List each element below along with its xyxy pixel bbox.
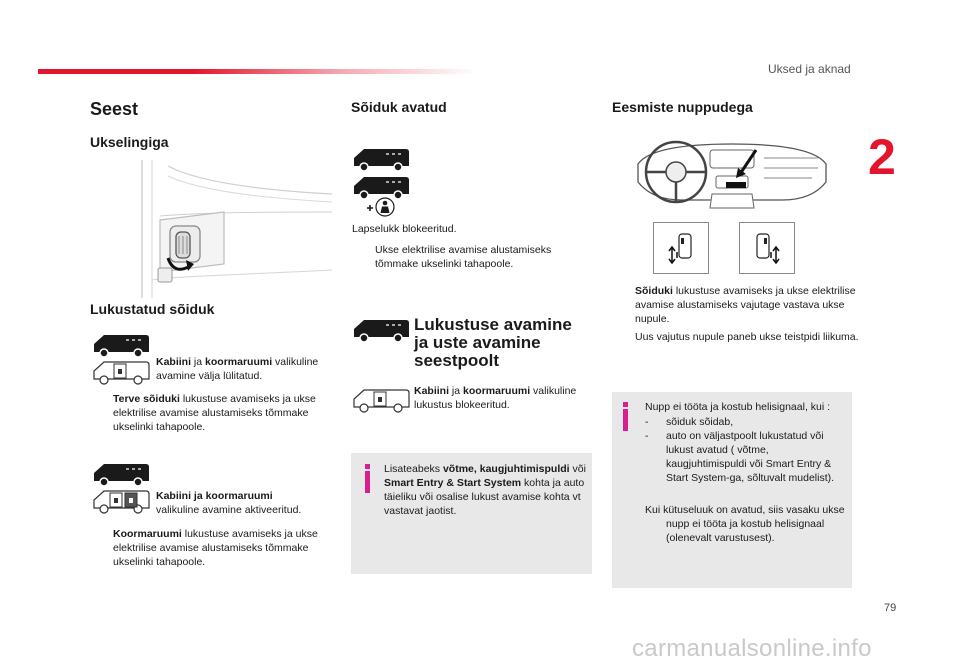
note-cabin-cargo-enabled: Kabiini ja koormaruumi valikuline avamine aktiveeritud. xyxy=(156,490,302,516)
info-icon xyxy=(365,471,370,493)
info-dash-item: - sõiduk sõidab, xyxy=(645,416,734,428)
child-lock-icon xyxy=(365,196,395,218)
info-box-remote xyxy=(351,453,592,574)
bullet-press-button: Sõiduki lukustuse avamiseks ja ukse elektrilise avamise alustamiseks vajutage vastava ukse nupule. xyxy=(635,285,856,325)
van-icon xyxy=(352,317,410,343)
van-outline-lock-icon xyxy=(92,359,150,385)
section-title: Uksed ja aknad xyxy=(768,62,851,76)
heading-seest: Seest xyxy=(90,99,139,119)
door-handle-illustration xyxy=(138,160,334,298)
info-box-remote-text: Lisateabeks võtme, kaugjuhtimispuldi või Smart Entry & Start System kohta ja auto täieliku või osalise lukust avamise kohta vt vastavat jaotist. xyxy=(384,463,586,517)
dash-mark: - xyxy=(645,416,649,428)
page-number: 79 xyxy=(884,602,897,614)
heading-front-buttons: Eesmiste nuppudega xyxy=(612,99,753,115)
info-intro: Nupp ei tööta ja kostub helisignaal, kui : xyxy=(645,401,831,413)
heading-lukustatud-soiduk: Lukustatud sõiduk xyxy=(90,301,215,317)
van-icon xyxy=(92,461,150,487)
van-outline-lock-icon xyxy=(352,387,410,413)
dashboard-illustration xyxy=(632,138,832,218)
heading-vehicle-unlocked: Sõiduk avatud xyxy=(351,99,447,115)
bullet-press-again: Uus vajutus nupule paneb ukse teistpidi liikuma. xyxy=(635,331,859,343)
bullet-cargo-space: Koormaruumi lukustuse avamiseks ja ukse elektrilise avamise alustamiseks tõmmake ukselinki tahapoole. xyxy=(113,528,318,568)
note-cabin-cargo-disabled: Kabiini ja koormaruumi valikuline avamine välja lülitatud. xyxy=(156,356,319,382)
info-fuel-flap: Kui kütuseluuk on avatud, siis vasaku ukse nupp ei tööta ja kostub helisignaal (olenevalt varustusest). xyxy=(645,504,845,544)
van-icon xyxy=(92,332,150,358)
right-door-button-icon xyxy=(739,222,795,274)
info-box-button-disabled xyxy=(612,392,852,588)
chapter-number: 2 xyxy=(868,129,896,185)
header-accent-bar xyxy=(38,69,478,74)
note-selective-lock-blocked: Kabiini ja koormaruumi valikuline lukustus blokeeritud. xyxy=(414,385,577,411)
left-door-button-icon xyxy=(653,222,709,274)
van-outline-cargo-lock-icon xyxy=(92,488,150,514)
van-icon xyxy=(352,146,410,172)
bullet-whole-vehicle: Terve sõiduki lukustuse avamiseks ja ukse elektrilise avamise alustamiseks tõmmake ukselinki tahapoole. xyxy=(113,393,316,433)
child-lock-text: Lapselukk blokeeritud. xyxy=(352,223,457,235)
watermark: carmanualsonline.info xyxy=(632,635,872,662)
bullet-pull-handle: Ukse elektrilise avamise alustamiseks tõmmake ukselinki tahapoole. xyxy=(375,244,552,270)
heading-ukselingiga: Ukselingiga xyxy=(90,134,169,150)
info-dash-item: - auto on väljastpoolt lukustatud või lukust avatud ( võtme, kaugjuhtimispuldi või Smart Entry & Start System-ga, sõltuvalt mudelist). xyxy=(645,430,835,484)
info-icon xyxy=(623,409,628,431)
dash-mark: - xyxy=(645,430,649,442)
heading-unlock-open-inside: Lukustuse avamine ja uste avamine seestpoolt xyxy=(414,315,572,370)
